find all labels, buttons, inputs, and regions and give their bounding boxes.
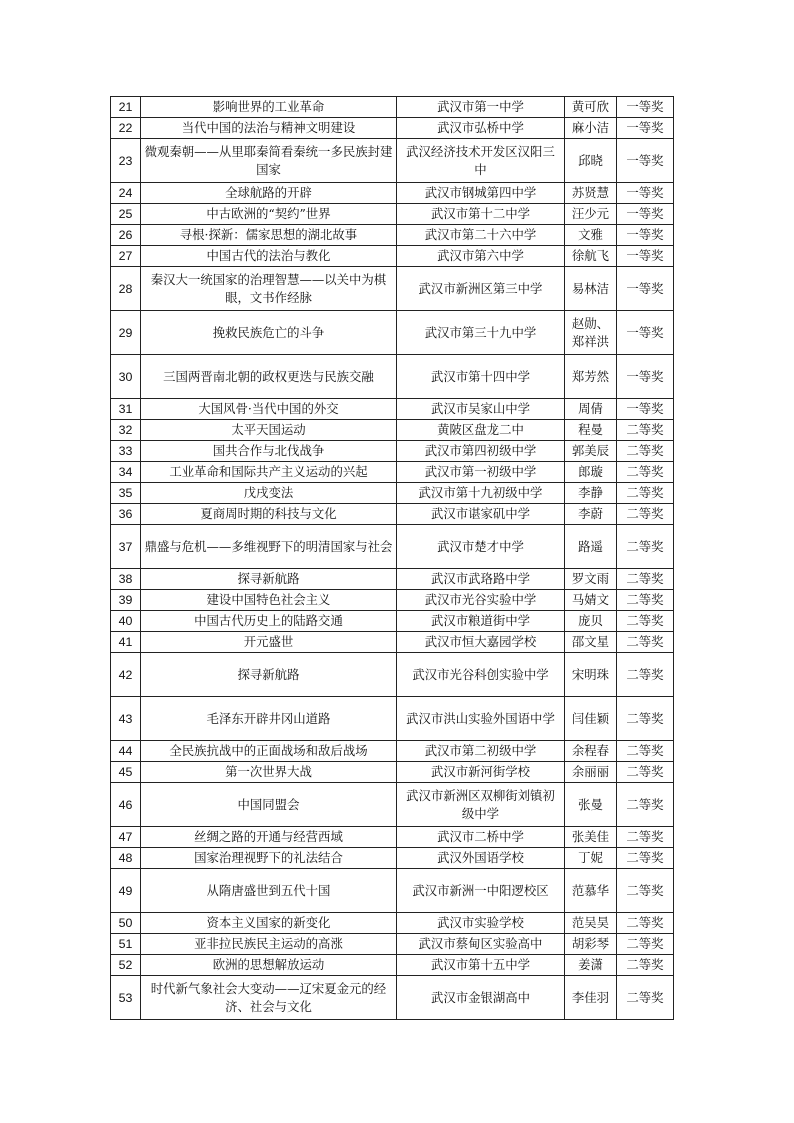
table-row (111, 355, 674, 399)
table-row (111, 955, 674, 976)
row-author: 黄可欣 (565, 97, 617, 118)
row-number: 31 (111, 399, 141, 420)
table-row (111, 267, 674, 311)
table-row (111, 399, 674, 420)
row-school: 武汉市弘桥中学 (397, 118, 565, 139)
row-school: 武汉市第一中学 (397, 97, 565, 118)
row-number: 43 (111, 697, 141, 741)
row-number: 29 (111, 311, 141, 355)
row-title: 毛泽东开辟井冈山道路 (141, 697, 397, 741)
row-school: 武汉市光谷实验中学 (397, 590, 565, 611)
table-row (111, 97, 674, 118)
row-title: 工业革命和国际共产主义运动的兴起 (141, 462, 397, 483)
row-number: 38 (111, 569, 141, 590)
row-number: 41 (111, 632, 141, 653)
row-award: 一等奖 (617, 204, 674, 225)
row-award: 二等奖 (617, 976, 674, 1020)
table-row (111, 741, 674, 762)
row-school: 武汉市粮道街中学 (397, 611, 565, 632)
row-title: 三国两晋南北朝的政权更迭与民族交融 (141, 355, 397, 399)
row-school: 武汉市第十四中学 (397, 355, 565, 399)
row-author: 闫佳颖 (565, 697, 617, 741)
row-school: 武汉市第六中学 (397, 246, 565, 267)
row-school: 武汉市第一初级中学 (397, 462, 565, 483)
row-title: 中国古代历史上的陆路交通 (141, 611, 397, 632)
row-award: 二等奖 (617, 934, 674, 955)
row-number: 44 (111, 741, 141, 762)
row-title: 欧洲的思想解放运动 (141, 955, 397, 976)
row-school: 武汉市洪山实验外国语中学 (397, 697, 565, 741)
row-award: 一等奖 (617, 246, 674, 267)
row-author: 路遥 (565, 525, 617, 569)
row-title: 探寻新航路 (141, 569, 397, 590)
row-award: 一等奖 (617, 399, 674, 420)
row-award: 二等奖 (617, 783, 674, 827)
table-row (111, 869, 674, 913)
table-row (111, 225, 674, 246)
row-author: 李蔚 (565, 504, 617, 525)
table-row (111, 632, 674, 653)
row-author: 范吴昊 (565, 913, 617, 934)
row-award: 二等奖 (617, 441, 674, 462)
row-school: 武汉市武珞路中学 (397, 569, 565, 590)
row-school: 武汉市第三十九中学 (397, 311, 565, 355)
row-award: 二等奖 (617, 590, 674, 611)
row-award: 一等奖 (617, 225, 674, 246)
row-author: 李佳羽 (565, 976, 617, 1020)
row-number: 32 (111, 420, 141, 441)
row-author: 郭美辰 (565, 441, 617, 462)
table-row (111, 483, 674, 504)
row-number: 34 (111, 462, 141, 483)
row-award: 二等奖 (617, 611, 674, 632)
table-row (111, 504, 674, 525)
awards-table-body (111, 97, 674, 1020)
row-title: 中古欧洲的“契约”世界 (141, 204, 397, 225)
table-row (111, 311, 674, 355)
row-author: 文雅 (565, 225, 617, 246)
row-title: 当代中国的法治与精神文明建设 (141, 118, 397, 139)
row-author: 赵勋、郑祥洪 (565, 311, 617, 355)
row-school: 武汉市恒大嘉园学校 (397, 632, 565, 653)
table-row (111, 246, 674, 267)
row-award: 一等奖 (617, 311, 674, 355)
row-title: 国家治理视野下的礼法结合 (141, 848, 397, 869)
row-number: 25 (111, 204, 141, 225)
row-award: 二等奖 (617, 827, 674, 848)
row-author: 姜潇 (565, 955, 617, 976)
row-title: 从隋唐盛世到五代十国 (141, 869, 397, 913)
row-title: 亚非拉民族民主运动的高涨 (141, 934, 397, 955)
row-number: 21 (111, 97, 141, 118)
row-number: 39 (111, 590, 141, 611)
row-school: 武汉市楚才中学 (397, 525, 565, 569)
row-award: 一等奖 (617, 118, 674, 139)
table-row (111, 204, 674, 225)
row-number: 53 (111, 976, 141, 1020)
row-author: 胡彩琴 (565, 934, 617, 955)
row-author: 郑芳然 (565, 355, 617, 399)
row-award: 二等奖 (617, 869, 674, 913)
row-author: 余程春 (565, 741, 617, 762)
row-award: 二等奖 (617, 762, 674, 783)
row-award: 二等奖 (617, 913, 674, 934)
row-author: 程曼 (565, 420, 617, 441)
table-row (111, 441, 674, 462)
table-row (111, 827, 674, 848)
table-row (111, 590, 674, 611)
row-number: 30 (111, 355, 141, 399)
row-number: 35 (111, 483, 141, 504)
row-author: 丁妮 (565, 848, 617, 869)
table-row (111, 139, 674, 183)
row-award: 二等奖 (617, 848, 674, 869)
row-school: 武汉市光谷科创实验中学 (397, 653, 565, 697)
row-author: 徐航飞 (565, 246, 617, 267)
row-title: 夏商周时期的科技与文化 (141, 504, 397, 525)
row-award: 二等奖 (617, 955, 674, 976)
row-author: 罗文雨 (565, 569, 617, 590)
row-author: 马婧文 (565, 590, 617, 611)
row-title: 全民族抗战中的正面战场和敌后战场 (141, 741, 397, 762)
row-number: 47 (111, 827, 141, 848)
row-number: 24 (111, 183, 141, 204)
row-award: 一等奖 (617, 97, 674, 118)
row-school: 武汉市谌家矶中学 (397, 504, 565, 525)
row-title: 影响世界的工业革命 (141, 97, 397, 118)
row-author: 李静 (565, 483, 617, 504)
row-award: 二等奖 (617, 632, 674, 653)
row-title: 戊戌变法 (141, 483, 397, 504)
row-school: 武汉市二桥中学 (397, 827, 565, 848)
row-number: 27 (111, 246, 141, 267)
row-award: 二等奖 (617, 504, 674, 525)
row-number: 49 (111, 869, 141, 913)
row-author: 范慕华 (565, 869, 617, 913)
row-school: 武汉市新河街学校 (397, 762, 565, 783)
row-school: 武汉市钢城第四中学 (397, 183, 565, 204)
row-number: 22 (111, 118, 141, 139)
row-title: 全球航路的开辟 (141, 183, 397, 204)
row-school: 武汉市新洲区第三中学 (397, 267, 565, 311)
row-school: 武汉市第十二中学 (397, 204, 565, 225)
table-row (111, 913, 674, 934)
row-number: 48 (111, 848, 141, 869)
row-number: 37 (111, 525, 141, 569)
row-number: 23 (111, 139, 141, 183)
row-school: 武汉市新洲区双柳街刘镇初级中学 (397, 783, 565, 827)
row-school: 武汉市吴家山中学 (397, 399, 565, 420)
table-row (111, 569, 674, 590)
row-author: 宋明珠 (565, 653, 617, 697)
row-title: 丝绸之路的开通与经营西域 (141, 827, 397, 848)
row-number: 51 (111, 934, 141, 955)
row-author: 苏贤慧 (565, 183, 617, 204)
row-author: 汪少元 (565, 204, 617, 225)
table-row (111, 183, 674, 204)
table-row (111, 783, 674, 827)
row-award: 二等奖 (617, 569, 674, 590)
row-author: 邱晓 (565, 139, 617, 183)
row-author: 周倩 (565, 399, 617, 420)
row-number: 45 (111, 762, 141, 783)
row-school: 武汉市实验学校 (397, 913, 565, 934)
row-school: 武汉市第二十六中学 (397, 225, 565, 246)
row-award: 二等奖 (617, 483, 674, 504)
row-title: 中国同盟会 (141, 783, 397, 827)
table-row (111, 653, 674, 697)
row-title: 鼎盛与危机——多维视野下的明清国家与社会 (141, 525, 397, 569)
row-title: 大国风骨·当代中国的外交 (141, 399, 397, 420)
row-award: 二等奖 (617, 653, 674, 697)
table-row (111, 976, 674, 1020)
row-number: 33 (111, 441, 141, 462)
row-number: 42 (111, 653, 141, 697)
row-number: 50 (111, 913, 141, 934)
row-school: 黄陂区盘龙二中 (397, 420, 565, 441)
row-title: 中国古代的法治与教化 (141, 246, 397, 267)
table-row (111, 848, 674, 869)
row-award: 二等奖 (617, 462, 674, 483)
row-title: 开元盛世 (141, 632, 397, 653)
table-row (111, 697, 674, 741)
row-school: 武汉市第四初级中学 (397, 441, 565, 462)
row-author: 麻小洁 (565, 118, 617, 139)
row-author: 张美佳 (565, 827, 617, 848)
row-title: 建设中国特色社会主义 (141, 590, 397, 611)
row-title: 探寻新航路 (141, 653, 397, 697)
row-award: 二等奖 (617, 525, 674, 569)
row-author: 余丽丽 (565, 762, 617, 783)
row-award: 一等奖 (617, 139, 674, 183)
table-row (111, 118, 674, 139)
row-number: 46 (111, 783, 141, 827)
row-number: 52 (111, 955, 141, 976)
row-number: 28 (111, 267, 141, 311)
table-row (111, 762, 674, 783)
row-title: 寻根·探新：儒家思想的湖北故事 (141, 225, 397, 246)
row-number: 40 (111, 611, 141, 632)
row-title: 资本主义国家的新变化 (141, 913, 397, 934)
row-author: 庞贝 (565, 611, 617, 632)
awards-table (110, 96, 674, 1020)
row-award: 一等奖 (617, 183, 674, 204)
row-school: 武汉外国语学校 (397, 848, 565, 869)
row-title: 时代新气象社会大变动——辽宋夏金元的经济、社会与文化 (141, 976, 397, 1020)
row-school: 武汉市新洲一中阳逻校区 (397, 869, 565, 913)
row-title: 秦汉大一统国家的治理智慧——以关中为棋眼，文书作经脉 (141, 267, 397, 311)
row-award: 二等奖 (617, 741, 674, 762)
row-school: 武汉市金银湖高中 (397, 976, 565, 1020)
row-school: 武汉市第十五中学 (397, 955, 565, 976)
row-award: 二等奖 (617, 697, 674, 741)
table-row (111, 611, 674, 632)
row-number: 36 (111, 504, 141, 525)
row-title: 第一次世界大战 (141, 762, 397, 783)
row-title: 挽救民族危亡的斗争 (141, 311, 397, 355)
table-row (111, 420, 674, 441)
row-award: 一等奖 (617, 267, 674, 311)
row-school: 武汉市蔡甸区实验高中 (397, 934, 565, 955)
row-title: 太平天国运动 (141, 420, 397, 441)
row-author: 邵文星 (565, 632, 617, 653)
row-school: 武汉经济技术开发区汉阳三中 (397, 139, 565, 183)
row-award: 一等奖 (617, 355, 674, 399)
row-title: 国共合作与北伐战争 (141, 441, 397, 462)
row-award: 二等奖 (617, 420, 674, 441)
row-author: 张曼 (565, 783, 617, 827)
table-row (111, 462, 674, 483)
row-school: 武汉市第十九初级中学 (397, 483, 565, 504)
row-author: 易林洁 (565, 267, 617, 311)
row-school: 武汉市第二初级中学 (397, 741, 565, 762)
row-number: 26 (111, 225, 141, 246)
table-row (111, 934, 674, 955)
row-author: 郎璇 (565, 462, 617, 483)
table-row (111, 525, 674, 569)
row-title: 微观秦朝——从里耶秦简看秦统一多民族封建国家 (141, 139, 397, 183)
